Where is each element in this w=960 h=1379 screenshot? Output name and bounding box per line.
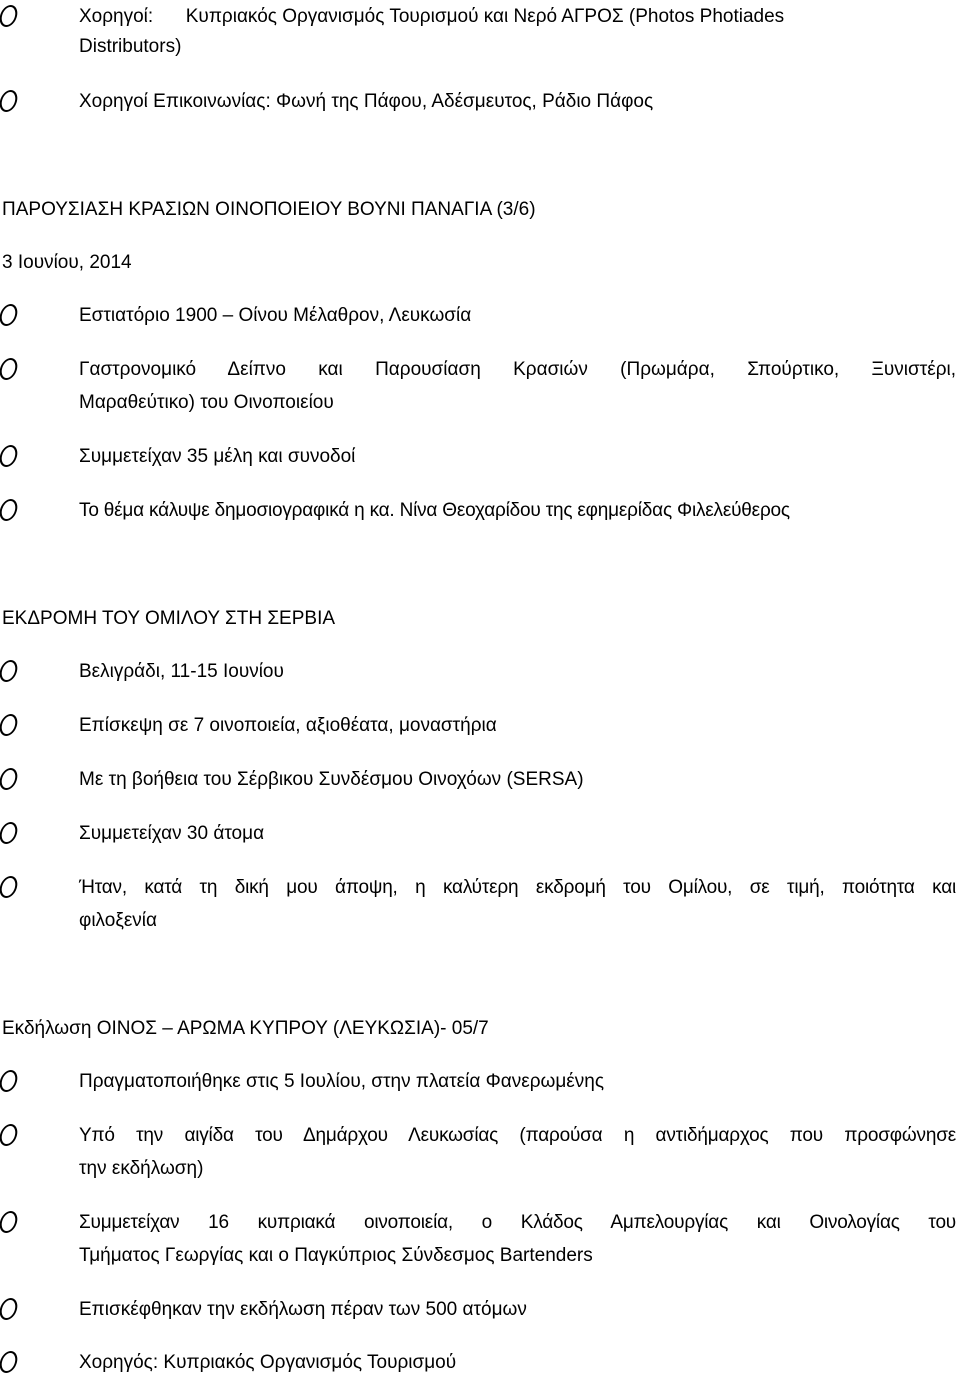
bullet-o-icon <box>0 1351 19 1373</box>
media-sponsors-text: Χορηγοί Επικοινωνίας: Φωνή της Πάφου, Αδέσμευτος, Ράδιο Πάφος <box>79 91 654 112</box>
list-item-text: Με τη βοήθεια του Σέρβικου Συνδέσμου Οινοχόων (SERSA) <box>79 769 584 790</box>
bullet-o-icon <box>0 714 19 736</box>
bullet-o-icon <box>0 90 19 112</box>
list-item-text: Συμμετείχαν 16 κυπριακά οινοποιεία, ο Κλάδος Αμπελουργίας και Οινολογίας του <box>79 1212 956 1233</box>
bullet-o-icon <box>0 445 19 467</box>
bullet-o-icon <box>0 1070 19 1092</box>
section-heading: ΠΑΡΟΥΣΙΑΣΗ ΚΡΑΣΙΩΝ ΟΙΝΟΠΟΙΕΙΟΥ ΒΟΥΝΙ ΠΑΝΑΓΙΑ (3/6) <box>2 199 536 220</box>
bullet-o-icon <box>0 1298 19 1320</box>
list-item-text: Γαστρονομικό Δείπνο και Παρουσίαση Κρασιών (Πρωμάρα, Σπούρτικο, Ξυνιστέρι, <box>79 359 956 380</box>
sponsors-label: Χορηγοί: <box>79 6 154 27</box>
list-item-text: Επίσκεψη σε 7 οινοποιεία, αξιοθέατα, μοναστήρια <box>79 715 497 736</box>
section-heading: Εκδήλωση ΟΙΝΟΣ – ΑΡΩΜΑ ΚΥΠΡΟΥ (ΛΕΥΚΩΣΙΑ)- 05/7 <box>2 1018 489 1039</box>
list-item-text: Εστιατόριο 1900 – Οίνου Μέλαθρον, Λευκωσία <box>79 305 472 326</box>
bullet-o-icon <box>0 876 19 898</box>
bullet-o-icon <box>0 499 19 521</box>
list-item-text: Χορηγός: Κυπριακός Οργανισμός Τουρισμού <box>79 1352 457 1373</box>
list-item-text: Συμμετείχαν 35 μέλη και συνοδοί <box>79 446 356 467</box>
bullet-o-icon <box>0 822 19 844</box>
list-item-text-line2: φιλοξενία <box>79 910 158 931</box>
list-item-text-line2: Μαραθεύτικο) του Οινοποιείου <box>79 392 334 413</box>
bullet-o-icon <box>0 304 19 326</box>
list-item-text: Συμμετείχαν 30 άτομα <box>79 823 265 844</box>
list-item-text: Επισκέφθηκαν την εκδήλωση πέραν των 500 ατόμων <box>79 1299 527 1320</box>
list-item-text: Πραγματοποιήθηκε στις 5 Ιουλίου, στην πλατεία Φανερωμένης <box>79 1071 605 1092</box>
list-item-text: Το θέμα κάλυψε δημοσιογραφικά η κα. Νίνα Θεοχαρίδου της εφημερίδας Φιλελεύθερος <box>79 500 790 521</box>
list-item-text: Ήταν, κατά τη δική μου άποψη, η καλύτερη εκδρομή του Ομίλου, σε τιμή, ποιότητα και <box>79 877 956 898</box>
bullet-o-icon <box>0 660 19 682</box>
list-item-text-line2: την εκδήλωση) <box>79 1158 204 1179</box>
bullet-o-icon <box>0 1211 19 1233</box>
list-item-text: Βελιγράδι, 11-15 Ιουνίου <box>79 661 284 682</box>
section-date: 3 Ιουνίου, 2014 <box>2 252 132 273</box>
bullet-o-icon <box>0 768 19 790</box>
section-heading: ΕΚΔΡΟΜΗ ΤΟΥ ΟΜΙΛΟΥ ΣΤΗ ΣΕΡΒΙΑ <box>2 608 336 629</box>
bullet-o-icon <box>0 358 19 380</box>
sponsors-text: Κυπριακός Οργανισμός Τουρισμού και Νερό ΑΓΡΟΣ (Photos Photiades <box>185 6 785 27</box>
bullet-o-icon <box>0 5 19 27</box>
bullet-o-icon <box>0 1124 19 1146</box>
sponsors-text-line2: Distributors) <box>79 36 182 57</box>
list-item-text-line2: Τμήματος Γεωργίας και ο Παγκύπριος Σύνδεσμος Bartenders <box>79 1245 593 1266</box>
list-item-text: Υπό την αιγίδα του Δημάρχου Λευκωσίας (παρούσα η αντιδήμαρχος που προσφώνησε <box>79 1125 956 1146</box>
